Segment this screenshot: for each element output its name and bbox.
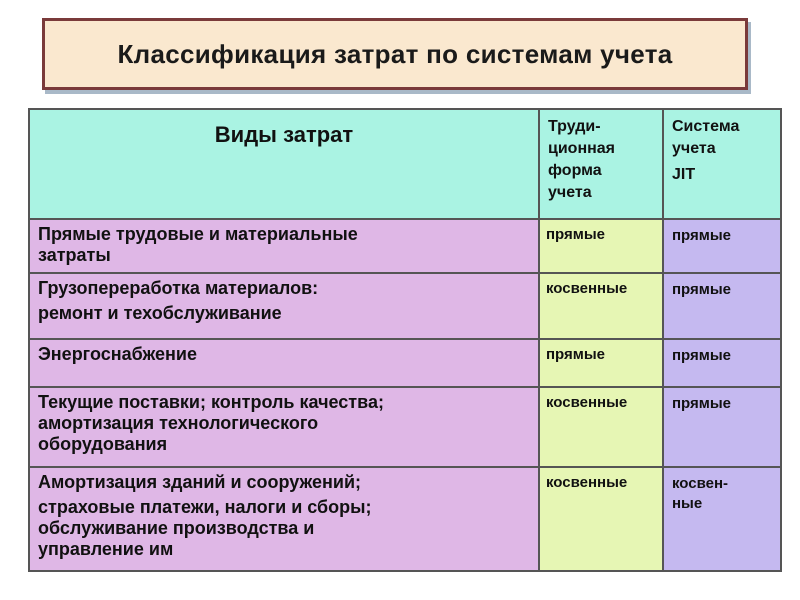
- jit-value-line: косвен-: [672, 475, 729, 492]
- traditional-value: прямые: [539, 339, 663, 387]
- jit-value-line: прямые: [672, 347, 732, 364]
- jit-value-line: прямые: [672, 281, 732, 298]
- cost-type-line: Прямые трудовые и материальные: [38, 224, 358, 244]
- jit-value: [663, 273, 781, 339]
- cost-type-line: ремонт и техобслуживание: [38, 303, 282, 323]
- cost-type-line: Текущие поставки; контроль качества;: [38, 392, 384, 412]
- jit-value: [663, 387, 781, 467]
- title-box: [42, 18, 748, 90]
- header-jit-line: учета: [672, 140, 716, 157]
- table-row: [29, 219, 781, 273]
- header-traditional-line: Труди-: [548, 118, 601, 135]
- header-jit-line: Система: [672, 118, 740, 135]
- jit-value-line: прямые: [672, 227, 732, 244]
- header-jit-accounting: [663, 109, 781, 219]
- table-row: [29, 273, 781, 339]
- header-traditional-line: форма: [548, 162, 602, 179]
- cost-type-line: амортизация технологического: [38, 413, 319, 433]
- traditional-value: прямые: [539, 219, 663, 273]
- header-traditional-accounting: [539, 109, 663, 219]
- jit-value-line: ные: [672, 495, 703, 512]
- cost-type-line: Энергоснабжение: [38, 344, 197, 364]
- header-jit-line: JIT: [672, 166, 696, 183]
- cost-type-line: страховые платежи, налоги и сборы;: [38, 497, 372, 517]
- table-row: [29, 467, 781, 571]
- cost-classification-table: [28, 108, 782, 572]
- cost-type-cell: [29, 339, 539, 387]
- jit-value: [663, 339, 781, 387]
- cost-type-cell: [29, 467, 539, 571]
- traditional-value: косвенные: [539, 387, 663, 467]
- header-traditional-line: учета: [548, 184, 592, 201]
- cost-type-line: Амортизация зданий и сооружений;: [38, 472, 362, 492]
- header-traditional-line: ционная: [548, 140, 616, 157]
- cost-type-cell: [29, 273, 539, 339]
- jit-value: [663, 219, 781, 273]
- cost-type-cell: [29, 387, 539, 467]
- cost-type-line: Грузопереработка материалов:: [38, 278, 319, 298]
- table-row: [29, 339, 781, 387]
- header-cost-types: Виды затрат: [29, 109, 539, 219]
- cost-type-line: затраты: [38, 245, 111, 265]
- jit-value-line: прямые: [672, 395, 732, 412]
- table-row: [29, 387, 781, 467]
- page-title: Классификация затрат по системам учета: [117, 38, 673, 69]
- traditional-value: косвенные: [539, 467, 663, 571]
- table-header-row: [29, 109, 781, 219]
- cost-type-line: обслуживание производства и: [38, 518, 315, 538]
- cost-type-line: управление им: [38, 539, 174, 559]
- jit-value: [663, 467, 781, 571]
- cost-type-line: оборудования: [38, 434, 168, 454]
- cost-type-cell: [29, 219, 539, 273]
- traditional-value: косвенные: [539, 273, 663, 339]
